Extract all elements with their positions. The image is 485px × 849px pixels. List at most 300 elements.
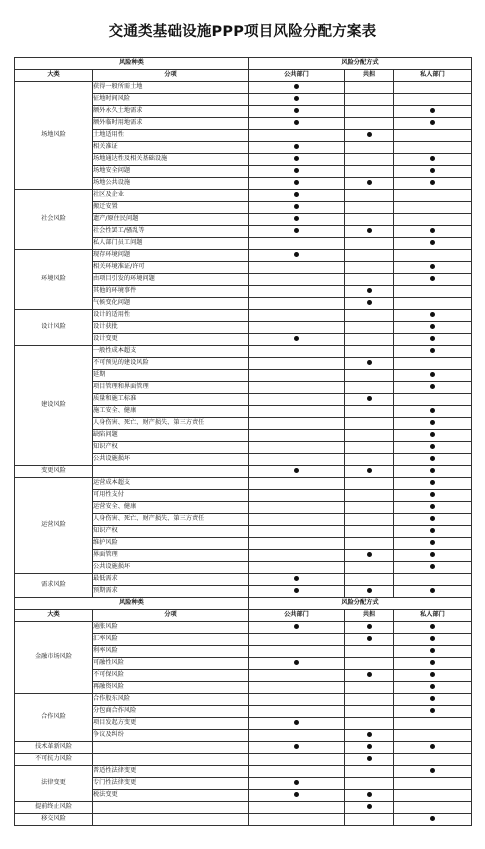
table-row [15, 310, 472, 322]
mark-cell-shared [345, 502, 394, 514]
subcategory-cell: 项目管理和界面管理 [93, 382, 249, 394]
mark-cell-public [249, 430, 345, 442]
subcategory-cell: 私人部门员工问题 [93, 238, 249, 250]
allocation-dot-icon [367, 804, 372, 809]
category-cell: 运营风险 [15, 478, 93, 574]
mark-cell-shared [345, 118, 394, 130]
category-cell: 提前终止风险 [15, 802, 93, 814]
table-row [15, 250, 472, 262]
mark-cell-shared [345, 742, 394, 754]
allocation-dot-icon [430, 156, 435, 161]
subcategory-cell: 获得一般所需土地 [93, 82, 249, 94]
table-row [15, 346, 472, 358]
subcategory-cell: 相关准证 [93, 142, 249, 154]
mark-cell-public [249, 646, 345, 658]
allocation-dot-icon [430, 120, 435, 125]
table-row [15, 814, 472, 826]
mark-cell-public [249, 538, 345, 550]
mark-cell-shared [345, 622, 394, 634]
mark-cell-private [394, 682, 472, 694]
mark-cell-shared [345, 370, 394, 382]
subcategory-cell: 一般性成本超支 [93, 346, 249, 358]
category-cell: 变更风险 [15, 466, 93, 478]
mark-cell-shared [345, 634, 394, 646]
mark-cell-private [394, 550, 472, 562]
subcategory-cell: 相关环境准证/许可 [93, 262, 249, 274]
category-cell: 金融市场风险 [15, 622, 93, 694]
subcategory-cell: 土地适用性 [93, 130, 249, 142]
allocation-dot-icon [367, 756, 372, 761]
mark-cell-public [249, 802, 345, 814]
mark-cell-public [249, 346, 345, 358]
mark-cell-private [394, 142, 472, 154]
mark-cell-private [394, 730, 472, 742]
table-row [15, 82, 472, 94]
table-row [15, 58, 472, 70]
mark-cell-private [394, 466, 472, 478]
mark-cell-shared [345, 538, 394, 550]
mark-cell-public [249, 442, 345, 454]
table-row [15, 466, 472, 478]
category-cell: 不可抗力风险 [15, 754, 93, 766]
subcategory-cell: 分包商合作风险 [93, 706, 249, 718]
table-row [15, 598, 472, 610]
mark-cell-shared [345, 286, 394, 298]
mark-cell-private [394, 634, 472, 646]
subcategory-cell: 施工安全、健康 [93, 406, 249, 418]
subcategory-cell: 人身伤害、死亡、财产损失、第三方责任 [93, 514, 249, 526]
header-subcategory: 分项 [93, 70, 249, 82]
mark-cell-public [249, 154, 345, 166]
mark-cell-private [394, 502, 472, 514]
table-row [15, 574, 472, 586]
mark-cell-private [394, 106, 472, 118]
subcategory-cell: 设计获批 [93, 322, 249, 334]
mark-cell-public [249, 562, 345, 574]
category-cell: 技术革新风险 [15, 742, 93, 754]
subcategory-cell: 汇率风险 [93, 634, 249, 646]
allocation-dot-icon [294, 576, 299, 581]
mark-cell-private [394, 406, 472, 418]
mark-cell-public [249, 466, 345, 478]
mark-cell-public [249, 718, 345, 730]
mark-cell-public [249, 190, 345, 202]
mark-cell-shared [345, 394, 394, 406]
mark-cell-shared [345, 670, 394, 682]
allocation-dot-icon [367, 300, 372, 305]
header-public: 公共部门 [249, 70, 345, 82]
allocation-dot-icon [367, 552, 372, 557]
mark-cell-shared [345, 190, 394, 202]
mark-cell-public [249, 94, 345, 106]
mark-cell-public [249, 742, 345, 754]
mark-cell-private [394, 670, 472, 682]
subcategory-cell: 场地安全问题 [93, 166, 249, 178]
mark-cell-shared [345, 682, 394, 694]
allocation-dot-icon [430, 684, 435, 689]
subcategory-cell [93, 802, 249, 814]
allocation-dot-icon [430, 228, 435, 233]
category-cell: 需求风险 [15, 574, 93, 598]
mark-cell-public [249, 634, 345, 646]
header-private: 私人部门 [394, 70, 472, 82]
header-allocation: 风险分配方式 [249, 58, 472, 70]
table-row [15, 802, 472, 814]
allocation-dot-icon [294, 180, 299, 185]
allocation-dot-icon [367, 132, 372, 137]
mark-cell-private [394, 814, 472, 826]
allocation-dot-icon [430, 744, 435, 749]
allocation-dot-icon [294, 204, 299, 209]
allocation-dot-icon [294, 744, 299, 749]
mark-cell-private [394, 526, 472, 538]
header-shared: 共担 [345, 70, 394, 82]
allocation-dot-icon [430, 372, 435, 377]
allocation-dot-icon [367, 732, 372, 737]
mark-cell-public [249, 142, 345, 154]
mark-cell-public [249, 550, 345, 562]
allocation-dot-icon [430, 636, 435, 641]
mark-cell-shared [345, 406, 394, 418]
subcategory-cell [93, 466, 249, 478]
allocation-dot-icon [430, 480, 435, 485]
mark-cell-shared [345, 106, 394, 118]
allocation-dot-icon [294, 720, 299, 725]
header-risk-type: 风险种类 [15, 598, 249, 610]
mark-cell-public [249, 490, 345, 502]
mark-cell-public [249, 298, 345, 310]
table-row [15, 754, 472, 766]
subcategory-cell: 额外临时用地需求 [93, 118, 249, 130]
category-cell: 建设风险 [15, 346, 93, 466]
mark-cell-private [394, 490, 472, 502]
mark-cell-shared [345, 754, 394, 766]
mark-cell-shared [345, 442, 394, 454]
allocation-dot-icon [430, 456, 435, 461]
mark-cell-private [394, 238, 472, 250]
subcategory-cell: 预期需求 [93, 586, 249, 598]
allocation-dot-icon [430, 708, 435, 713]
mark-cell-public [249, 358, 345, 370]
header-category: 大类 [15, 610, 93, 622]
mark-cell-private [394, 130, 472, 142]
subcategory-cell: 利率风险 [93, 646, 249, 658]
mark-cell-shared [345, 766, 394, 778]
mark-cell-private [394, 370, 472, 382]
allocation-dot-icon [430, 324, 435, 329]
allocation-dot-icon [294, 624, 299, 629]
mark-cell-private [394, 154, 472, 166]
allocation-dot-icon [430, 336, 435, 341]
mark-cell-shared [345, 322, 394, 334]
allocation-dot-icon [294, 468, 299, 473]
category-cell: 社会风险 [15, 190, 93, 250]
allocation-dot-icon [294, 252, 299, 257]
allocation-dot-icon [294, 588, 299, 593]
mark-cell-public [249, 82, 345, 94]
mark-cell-shared [345, 238, 394, 250]
allocation-dot-icon [367, 228, 372, 233]
subcategory-cell: 通胀风险 [93, 622, 249, 634]
mark-cell-public [249, 514, 345, 526]
subcategory-cell: 公共设施损坏 [93, 454, 249, 466]
header-shared: 共担 [345, 610, 394, 622]
mark-cell-public [249, 286, 345, 298]
mark-cell-public [249, 418, 345, 430]
subcategory-cell: 场地通达性及相关基础设施 [93, 154, 249, 166]
mark-cell-shared [345, 526, 394, 538]
allocation-dot-icon [430, 384, 435, 389]
allocation-dot-icon [430, 264, 435, 269]
mark-cell-private [394, 394, 472, 406]
mark-cell-public [249, 118, 345, 130]
mark-cell-private [394, 286, 472, 298]
mark-cell-private [394, 334, 472, 346]
table-row [15, 742, 472, 754]
mark-cell-shared [345, 814, 394, 826]
allocation-dot-icon [430, 168, 435, 173]
mark-cell-private [394, 718, 472, 730]
header-subcategory: 分项 [93, 610, 249, 622]
mark-cell-public [249, 166, 345, 178]
allocation-dot-icon [430, 108, 435, 113]
allocation-dot-icon [430, 432, 435, 437]
mark-cell-shared [345, 310, 394, 322]
mark-cell-public [249, 226, 345, 238]
mark-cell-private [394, 478, 472, 490]
mark-cell-private [394, 790, 472, 802]
mark-cell-shared [345, 430, 394, 442]
allocation-dot-icon [430, 444, 435, 449]
mark-cell-private [394, 778, 472, 790]
mark-cell-public [249, 670, 345, 682]
mark-cell-private [394, 214, 472, 226]
mark-cell-public [249, 406, 345, 418]
mark-cell-shared [345, 706, 394, 718]
allocation-dot-icon [294, 336, 299, 341]
category-cell: 移交风险 [15, 814, 93, 826]
subcategory-cell: 额外永久土地需求 [93, 106, 249, 118]
allocation-dot-icon [294, 792, 299, 797]
category-cell: 环境风险 [15, 250, 93, 310]
mark-cell-shared [345, 274, 394, 286]
mark-cell-public [249, 382, 345, 394]
mark-cell-private [394, 250, 472, 262]
subcategory-cell: 界面管理 [93, 550, 249, 562]
subcategory-cell: 可用性支付 [93, 490, 249, 502]
mark-cell-shared [345, 694, 394, 706]
mark-cell-shared [345, 346, 394, 358]
mark-cell-shared [345, 82, 394, 94]
mark-cell-shared [345, 418, 394, 430]
header-private: 私人部门 [394, 610, 472, 622]
allocation-dot-icon [294, 660, 299, 665]
allocation-dot-icon [430, 516, 435, 521]
subcategory-cell: 由项目引发的环境问题 [93, 274, 249, 286]
subcategory-cell: 可融性风险 [93, 658, 249, 670]
subcategory-cell [93, 754, 249, 766]
category-cell: 合作风险 [15, 694, 93, 742]
risk-allocation-table [14, 57, 472, 826]
mark-cell-private [394, 454, 472, 466]
mark-cell-shared [345, 358, 394, 370]
subcategory-cell: 最低需求 [93, 574, 249, 586]
table-row [15, 70, 472, 82]
mark-cell-shared [345, 130, 394, 142]
mark-cell-public [249, 706, 345, 718]
mark-cell-private [394, 742, 472, 754]
mark-cell-public [249, 586, 345, 598]
allocation-dot-icon [294, 216, 299, 221]
mark-cell-shared [345, 454, 394, 466]
allocation-dot-icon [430, 552, 435, 557]
mark-cell-public [249, 370, 345, 382]
mark-cell-private [394, 118, 472, 130]
mark-cell-private [394, 382, 472, 394]
subcategory-cell: 普适性法律变更 [93, 766, 249, 778]
subcategory-cell: 知识产权 [93, 526, 249, 538]
mark-cell-public [249, 778, 345, 790]
allocation-dot-icon [294, 192, 299, 197]
mark-cell-shared [345, 250, 394, 262]
mark-cell-shared [345, 214, 394, 226]
allocation-dot-icon [367, 396, 372, 401]
header-public: 公共部门 [249, 610, 345, 622]
mark-cell-private [394, 658, 472, 670]
mark-cell-public [249, 130, 345, 142]
mark-cell-private [394, 178, 472, 190]
mark-cell-shared [345, 178, 394, 190]
subcategory-cell: 现存环境问题 [93, 250, 249, 262]
mark-cell-public [249, 454, 345, 466]
table-row [15, 610, 472, 622]
mark-cell-public [249, 574, 345, 586]
mark-cell-shared [345, 574, 394, 586]
subcategory-cell: 争议及纠纷 [93, 730, 249, 742]
mark-cell-shared [345, 478, 394, 490]
allocation-dot-icon [367, 288, 372, 293]
subcategory-cell [93, 814, 249, 826]
header-category: 大类 [15, 70, 93, 82]
mark-cell-public [249, 238, 345, 250]
allocation-dot-icon [367, 588, 372, 593]
subcategory-cell: 运营成本超支 [93, 478, 249, 490]
allocation-dot-icon [430, 564, 435, 569]
mark-cell-shared [345, 658, 394, 670]
subcategory-cell: 维护风险 [93, 538, 249, 550]
mark-cell-private [394, 322, 472, 334]
header-allocation: 风险分配方式 [249, 598, 472, 610]
mark-cell-shared [345, 298, 394, 310]
subcategory-cell [93, 742, 249, 754]
allocation-dot-icon [294, 168, 299, 173]
mark-cell-shared [345, 802, 394, 814]
mark-cell-public [249, 658, 345, 670]
mark-cell-private [394, 586, 472, 598]
subcategory-cell: 再融资风险 [93, 682, 249, 694]
allocation-dot-icon [430, 180, 435, 185]
allocation-dot-icon [430, 768, 435, 773]
mark-cell-private [394, 298, 472, 310]
mark-cell-private [394, 346, 472, 358]
mark-cell-private [394, 706, 472, 718]
subcategory-cell: 项目发起方变更 [93, 718, 249, 730]
table-row [15, 766, 472, 778]
mark-cell-shared [345, 790, 394, 802]
mark-cell-public [249, 766, 345, 778]
allocation-dot-icon [294, 96, 299, 101]
mark-cell-private [394, 514, 472, 526]
subcategory-cell: 缺陷问题 [93, 430, 249, 442]
mark-cell-private [394, 622, 472, 634]
allocation-dot-icon [367, 792, 372, 797]
subcategory-cell: 税法变更 [93, 790, 249, 802]
mark-cell-public [249, 178, 345, 190]
mark-cell-private [394, 94, 472, 106]
mark-cell-private [394, 442, 472, 454]
allocation-dot-icon [430, 648, 435, 653]
mark-cell-private [394, 562, 472, 574]
subcategory-cell: 人身伤害、死亡、财产损失、第三方责任 [93, 418, 249, 430]
mark-cell-private [394, 274, 472, 286]
category-cell: 场地风险 [15, 82, 93, 190]
mark-cell-private [394, 82, 472, 94]
mark-cell-public [249, 322, 345, 334]
allocation-dot-icon [430, 540, 435, 545]
subcategory-cell: 质量和施工标准 [93, 394, 249, 406]
mark-cell-shared [345, 142, 394, 154]
mark-cell-public [249, 814, 345, 826]
allocation-dot-icon [430, 240, 435, 245]
mark-cell-shared [345, 226, 394, 238]
subcategory-cell: 社区及企业 [93, 190, 249, 202]
mark-cell-private [394, 262, 472, 274]
allocation-dot-icon [294, 108, 299, 113]
subcategory-cell: 搬迁安置 [93, 202, 249, 214]
allocation-dot-icon [294, 120, 299, 125]
mark-cell-public [249, 694, 345, 706]
allocation-dot-icon [430, 588, 435, 593]
subcategory-cell: 运营安全、健康 [93, 502, 249, 514]
allocation-dot-icon [367, 468, 372, 473]
allocation-dot-icon [367, 180, 372, 185]
category-cell: 法律变更 [15, 766, 93, 802]
mark-cell-shared [345, 262, 394, 274]
allocation-dot-icon [430, 468, 435, 473]
allocation-dot-icon [430, 660, 435, 665]
allocation-dot-icon [430, 492, 435, 497]
mark-cell-shared [345, 718, 394, 730]
mark-cell-public [249, 106, 345, 118]
mark-cell-shared [345, 646, 394, 658]
subcategory-cell: 场地公共设施 [93, 178, 249, 190]
subcategory-cell: 不可保风险 [93, 670, 249, 682]
subcategory-cell: 社会性罢工/骚乱等 [93, 226, 249, 238]
subcategory-cell: 知识产权 [93, 442, 249, 454]
allocation-dot-icon [367, 636, 372, 641]
mark-cell-private [394, 310, 472, 322]
mark-cell-public [249, 250, 345, 262]
mark-cell-public [249, 394, 345, 406]
allocation-dot-icon [430, 672, 435, 677]
subcategory-cell: 设计变更 [93, 334, 249, 346]
mark-cell-public [249, 622, 345, 634]
allocation-dot-icon [294, 228, 299, 233]
mark-cell-private [394, 358, 472, 370]
mark-cell-private [394, 226, 472, 238]
mark-cell-public [249, 310, 345, 322]
allocation-dot-icon [430, 276, 435, 281]
